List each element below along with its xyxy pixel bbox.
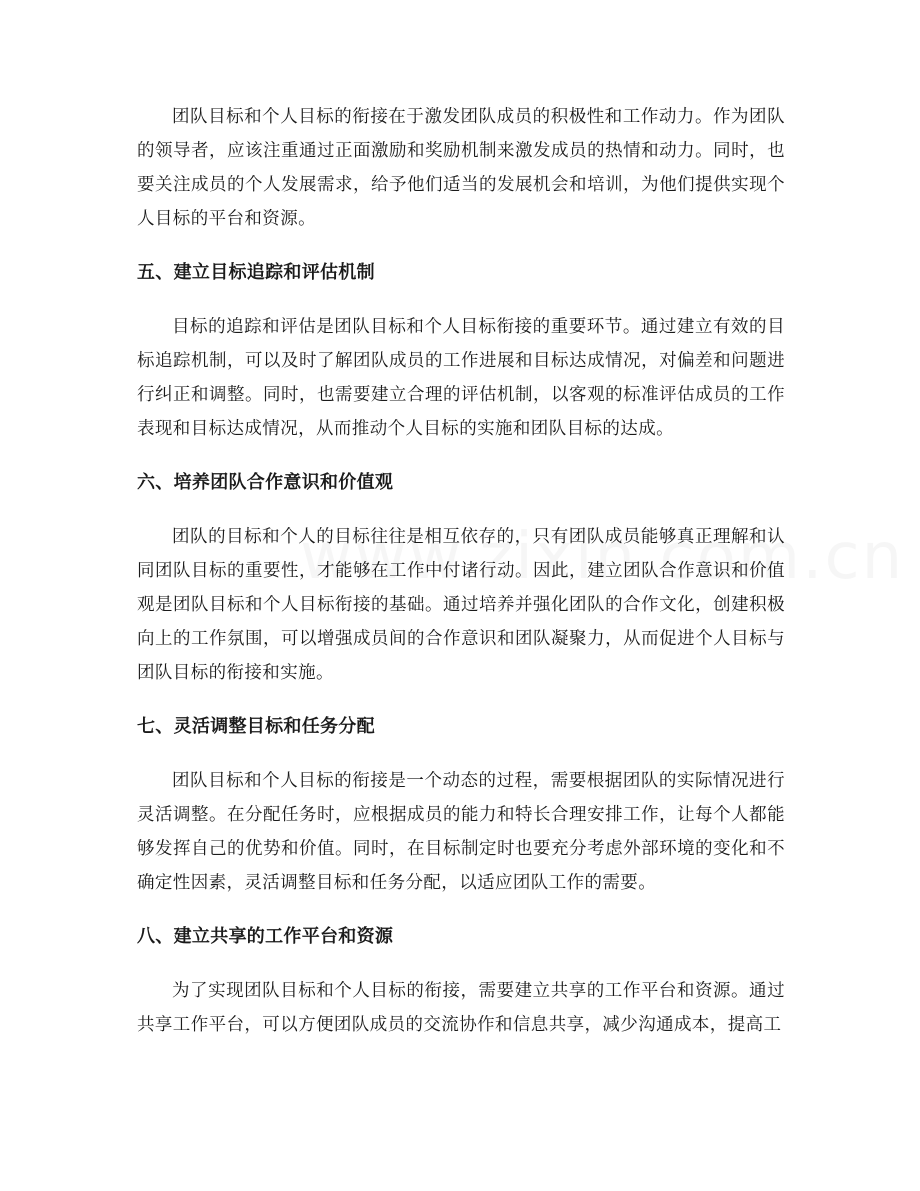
section-8-paragraph: 为了实现团队目标和个人目标的衔接，需要建立共享的工作平台和资源。通过共享工作平台，可以方便团队成员的交流协作和信息共享，减少沟通成本，提高工 [137,981,785,1035]
document-page [137,100,785,1042]
section-6-heading: 六、培养团队合作意识和价值观 [137,472,394,493]
section-7-heading: 七、灵活调整目标和任务分配 [137,716,375,737]
intro-paragraph: 团队目标和个人目标的衔接在于激发团队成员的积极性和工作动力。作为团队的领导者，应该注重通过正面激励和奖励机制来激发成员的热情和动力。同时，也要关注成员的个人发展需求，给予他们适当的发展机会和培训，为他们提供实现个人目标的平台和资源。 [137,107,785,229]
section-5-heading: 五、建立目标追踪和评估机制 [137,262,375,283]
section-5-paragraph: 目标的追踪和评估是团队目标和个人目标衔接的重要环节。通过建立有效的目标追踪机制，可以及时了解团队成员的工作进展和目标达成情况，对偏差和问题进行纠正和调整。同时，也需要建立合理的评估机制，以客观的标准评估成员的工作表现和目标达成情况，从而推动个人目标的实施和团队目标的达成。 [137,317,785,439]
section-7-paragraph: 团队目标和个人目标的衔接是一个动态的过程，需要根据团队的实际情况进行灵活调整。在分配任务时，应根据成员的能力和特长合理安排工作，让每个人都能够发挥自己的优势和价值。同时，在目标制定时也要充分考虑外部环境的变化和不确定性因素，灵活调整目标和任务分配，以适应团队工作的需要。 [137,771,785,893]
section-8-heading: 八、建立共享的工作平台和资源 [137,926,394,947]
section-6-paragraph: 团队的目标和个人的目标往往是相互依存的，只有团队成员能够真正理解和认同团队目标的重要性，才能够在工作中付诸行动。因此，建立团队合作意识和价值观是团队目标和个人目标衔接的基础。通过培养并强化团队的合作文化，创建积极向上的工作氛围，可以增强成员间的合作意识和团队凝聚力，从而促进个人目标与团队目标的衔接和实施。 [137,527,785,683]
